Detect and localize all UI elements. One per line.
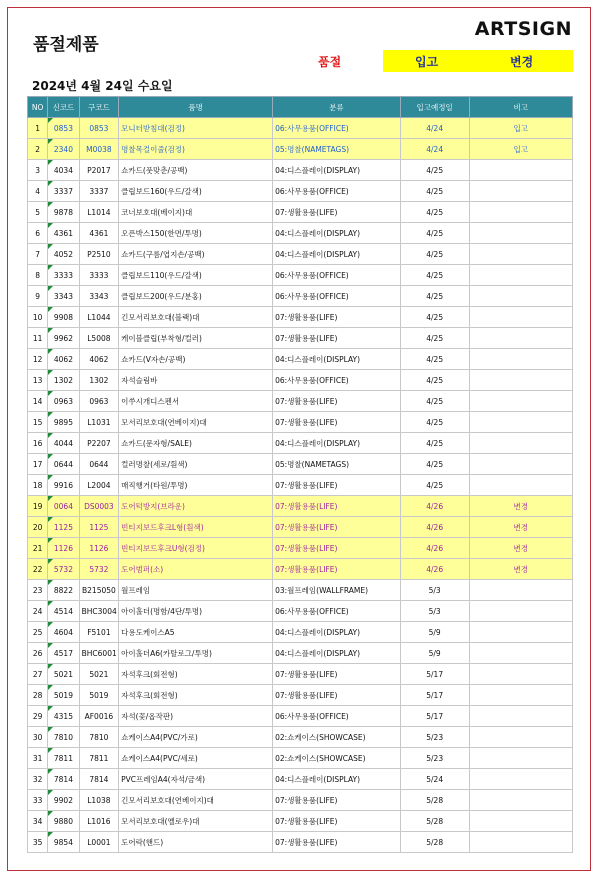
cell-old-code: L2004 <box>79 475 119 496</box>
cell-category: 07:생활용품(LIFE) <box>273 496 401 517</box>
cell-note <box>469 328 572 349</box>
cell-product-name: 케이블클립(부착형/컬러) <box>119 328 273 349</box>
cell-expected-date: 5/17 <box>400 664 469 685</box>
table-row <box>28 433 573 454</box>
cell-new-code: 1125 <box>48 517 79 538</box>
col-header-old-code: 구코드 <box>79 97 119 118</box>
cell-old-code: BHC6001 <box>79 643 119 664</box>
table-row <box>28 538 573 559</box>
cell-product-name: 긴모서리보호대(블랙)대 <box>119 307 273 328</box>
cell-category: 07:생활용품(LIFE) <box>273 412 401 433</box>
cell-product-name: 오픈박스150(한면/투명) <box>119 223 273 244</box>
table-row <box>28 706 573 727</box>
cell-category: 07:생활용품(LIFE) <box>273 790 401 811</box>
cell-no: 22 <box>28 559 48 580</box>
cell-new-code: 9880 <box>48 811 79 832</box>
cell-new-code: 2340 <box>48 139 79 160</box>
cell-new-code: 5021 <box>48 664 79 685</box>
cell-old-code: L1038 <box>79 790 119 811</box>
cell-no: 24 <box>28 601 48 622</box>
cell-product-name: 빈티지보드후크L형(흰색) <box>119 517 273 538</box>
cell-category: 06:사무용품(OFFICE) <box>273 286 401 307</box>
cell-category: 07:생활용품(LIFE) <box>273 328 401 349</box>
cell-note: 변경 <box>469 538 572 559</box>
legend-soldout: 품절 <box>318 55 342 69</box>
cell-note <box>469 727 572 748</box>
cell-category: 07:생활용품(LIFE) <box>273 664 401 685</box>
cell-no: 23 <box>28 580 48 601</box>
cell-product-name: 클립보드160(우드/갈색) <box>119 181 273 202</box>
cell-new-code: 9854 <box>48 832 79 853</box>
cell-expected-date: 4/25 <box>400 454 469 475</box>
cell-note <box>469 286 572 307</box>
cell-category: 04:디스플레이(DISPLAY) <box>273 160 401 181</box>
cell-product-name: 도어턱방지(브라운) <box>119 496 273 517</box>
cell-expected-date: 4/25 <box>400 370 469 391</box>
cell-category: 06:사무용품(OFFICE) <box>273 370 401 391</box>
cell-note <box>469 433 572 454</box>
table-row <box>28 496 573 517</box>
cell-no: 6 <box>28 223 48 244</box>
cell-old-code: AF0016 <box>79 706 119 727</box>
cell-old-code: 1126 <box>79 538 119 559</box>
cell-expected-date: 4/25 <box>400 265 469 286</box>
cell-expected-date: 5/28 <box>400 790 469 811</box>
cell-old-code: DS0003 <box>79 496 119 517</box>
cell-no: 1 <box>28 118 48 139</box>
cell-product-name: 자석후크(회전형) <box>119 664 273 685</box>
table-row <box>28 370 573 391</box>
cell-new-code: 4604 <box>48 622 79 643</box>
cell-no: 15 <box>28 412 48 433</box>
cell-note <box>469 202 572 223</box>
cell-category: 07:생활용품(LIFE) <box>273 517 401 538</box>
cell-new-code: 0963 <box>48 391 79 412</box>
cell-category: 07:생활용품(LIFE) <box>273 832 401 853</box>
cell-note <box>469 622 572 643</box>
cell-new-code: 5019 <box>48 685 79 706</box>
cell-expected-date: 4/25 <box>400 433 469 454</box>
cell-note <box>469 223 572 244</box>
table-row <box>28 118 573 139</box>
cell-product-name: 모니터받침대(검정) <box>119 118 273 139</box>
table-row <box>28 580 573 601</box>
cell-category: 07:생활용품(LIFE) <box>273 811 401 832</box>
cell-new-code: 5732 <box>48 559 79 580</box>
table-row <box>28 181 573 202</box>
cell-old-code: 1302 <box>79 370 119 391</box>
cell-expected-date: 4/25 <box>400 349 469 370</box>
cell-category: 07:생활용품(LIFE) <box>273 685 401 706</box>
cell-expected-date: 4/26 <box>400 538 469 559</box>
col-header-note: 비고 <box>469 97 572 118</box>
cell-expected-date: 5/24 <box>400 769 469 790</box>
cell-old-code: P2510 <box>79 244 119 265</box>
cell-no: 20 <box>28 517 48 538</box>
col-header-category: 분류 <box>273 97 401 118</box>
table-row <box>28 454 573 475</box>
cell-no: 3 <box>28 160 48 181</box>
col-header-expected-date: 입고예정일 <box>400 97 469 118</box>
cell-old-code: 4062 <box>79 349 119 370</box>
cell-new-code: 4315 <box>48 706 79 727</box>
cell-no: 4 <box>28 181 48 202</box>
cell-no: 33 <box>28 790 48 811</box>
table-row <box>28 160 573 181</box>
cell-note <box>469 580 572 601</box>
cell-category: 04:디스플레이(DISPLAY) <box>273 622 401 643</box>
cell-old-code: 5021 <box>79 664 119 685</box>
report-date: 2024년 4월 24일 수요일 <box>32 79 173 93</box>
cell-new-code: 1126 <box>48 538 79 559</box>
cell-expected-date: 4/25 <box>400 475 469 496</box>
cell-expected-date: 4/24 <box>400 139 469 160</box>
cell-category: 05:명찰(NAMETAGS) <box>273 454 401 475</box>
cell-new-code: 4514 <box>48 601 79 622</box>
cell-note <box>469 601 572 622</box>
table-row <box>28 559 573 580</box>
cell-expected-date: 5/3 <box>400 601 469 622</box>
cell-product-name: 도어범퍼(소) <box>119 559 273 580</box>
cell-product-name: 다용도케이스A5 <box>119 622 273 643</box>
cell-category: 07:생활용품(LIFE) <box>273 202 401 223</box>
cell-product-name: 자석슬림바 <box>119 370 273 391</box>
cell-old-code: 7810 <box>79 727 119 748</box>
table-row <box>28 517 573 538</box>
table-row <box>28 223 573 244</box>
cell-product-name: 매직행거(타원/투명) <box>119 475 273 496</box>
col-header-product-name: 품명 <box>119 97 273 118</box>
table-row <box>28 412 573 433</box>
cell-note <box>469 265 572 286</box>
cell-no: 30 <box>28 727 48 748</box>
cell-new-code: 9895 <box>48 412 79 433</box>
cell-product-name: 자석(꽃/옵작판) <box>119 706 273 727</box>
cell-old-code: L1016 <box>79 811 119 832</box>
cell-old-code: 3343 <box>79 286 119 307</box>
cell-note <box>469 475 572 496</box>
cell-no: 27 <box>28 664 48 685</box>
cell-old-code: P2207 <box>79 433 119 454</box>
cell-expected-date: 5/28 <box>400 811 469 832</box>
cell-expected-date: 4/26 <box>400 517 469 538</box>
cell-expected-date: 4/26 <box>400 496 469 517</box>
cell-old-code: P2017 <box>79 160 119 181</box>
cell-no: 32 <box>28 769 48 790</box>
cell-note <box>469 349 572 370</box>
cell-old-code: F5101 <box>79 622 119 643</box>
cell-product-name: 컬러명찰(세로/흰색) <box>119 454 273 475</box>
cell-note <box>469 706 572 727</box>
table-row <box>28 475 573 496</box>
cell-old-code: 4361 <box>79 223 119 244</box>
cell-new-code: 7810 <box>48 727 79 748</box>
cell-product-name: 쇼카드(문자형/SALE) <box>119 433 273 454</box>
cell-expected-date: 5/9 <box>400 643 469 664</box>
cell-category: 07:생활용품(LIFE) <box>273 307 401 328</box>
cell-note: 입고 <box>469 118 572 139</box>
cell-note <box>469 412 572 433</box>
cell-new-code: 4034 <box>48 160 79 181</box>
table-row <box>28 727 573 748</box>
cell-no: 9 <box>28 286 48 307</box>
cell-category: 04:디스플레이(DISPLAY) <box>273 769 401 790</box>
cell-new-code: 4361 <box>48 223 79 244</box>
cell-product-name: 아이홀더A6(카탈로그/투명) <box>119 643 273 664</box>
cell-no: 31 <box>28 748 48 769</box>
cell-new-code: 3337 <box>48 181 79 202</box>
cell-old-code: L0001 <box>79 832 119 853</box>
table-row <box>28 286 573 307</box>
table-row <box>28 601 573 622</box>
cell-product-name: PVC프레임A4(자석/금색) <box>119 769 273 790</box>
cell-no: 25 <box>28 622 48 643</box>
cell-category: 06:사무용품(OFFICE) <box>273 706 401 727</box>
cell-category: 02:쇼케이스(SHOWCASE) <box>273 727 401 748</box>
cell-expected-date: 4/25 <box>400 181 469 202</box>
cell-expected-date: 4/25 <box>400 328 469 349</box>
cell-note <box>469 832 572 853</box>
cell-expected-date: 5/23 <box>400 727 469 748</box>
cell-category: 07:생활용품(LIFE) <box>273 391 401 412</box>
table-row <box>28 790 573 811</box>
cell-expected-date: 5/9 <box>400 622 469 643</box>
table-row <box>28 202 573 223</box>
cell-category: 04:디스플레이(DISPLAY) <box>273 349 401 370</box>
cell-old-code: 0963 <box>79 391 119 412</box>
cell-expected-date: 5/23 <box>400 748 469 769</box>
cell-new-code: 7811 <box>48 748 79 769</box>
cell-note <box>469 748 572 769</box>
table-body <box>28 118 573 853</box>
cell-expected-date: 4/25 <box>400 160 469 181</box>
table-header-row <box>28 97 573 118</box>
cell-note: 입고 <box>469 139 572 160</box>
cell-expected-date: 4/26 <box>400 559 469 580</box>
table-row <box>28 244 573 265</box>
cell-new-code: 9902 <box>48 790 79 811</box>
cell-expected-date: 4/25 <box>400 202 469 223</box>
soldout-table <box>27 96 573 853</box>
cell-note <box>469 811 572 832</box>
cell-expected-date: 4/25 <box>400 412 469 433</box>
cell-product-name: 모서리보호대(옐로우)대 <box>119 811 273 832</box>
table-row <box>28 748 573 769</box>
cell-no: 21 <box>28 538 48 559</box>
table-row <box>28 643 573 664</box>
cell-category: 04:디스플레이(DISPLAY) <box>273 643 401 664</box>
cell-new-code: 0064 <box>48 496 79 517</box>
cell-new-code: 9962 <box>48 328 79 349</box>
cell-old-code: 7811 <box>79 748 119 769</box>
cell-no: 7 <box>28 244 48 265</box>
cell-expected-date: 4/25 <box>400 286 469 307</box>
cell-category: 04:디스플레이(DISPLAY) <box>273 244 401 265</box>
table-row <box>28 685 573 706</box>
cell-category: 03:월프레임(WALLFRAME) <box>273 580 401 601</box>
cell-expected-date: 4/25 <box>400 244 469 265</box>
cell-old-code: 1125 <box>79 517 119 538</box>
cell-product-name: 이쑤시개디스펜서 <box>119 391 273 412</box>
table-row <box>28 811 573 832</box>
cell-old-code: BHC3004 <box>79 601 119 622</box>
cell-product-name: 아이홀더(명함/4단/투명) <box>119 601 273 622</box>
legend-changed: 변경 <box>510 55 534 69</box>
cell-old-code: L1031 <box>79 412 119 433</box>
cell-note <box>469 664 572 685</box>
cell-new-code: 8822 <box>48 580 79 601</box>
cell-new-code: 3333 <box>48 265 79 286</box>
cell-no: 19 <box>28 496 48 517</box>
cell-product-name: 클립보드110(우드/갈색) <box>119 265 273 286</box>
table-row <box>28 391 573 412</box>
cell-product-name: 쇼케이스A4(PVC/가로) <box>119 727 273 748</box>
cell-no: 26 <box>28 643 48 664</box>
cell-no: 29 <box>28 706 48 727</box>
cell-product-name: 쇼카드(V자손/공백) <box>119 349 273 370</box>
cell-old-code: M0038 <box>79 139 119 160</box>
cell-new-code: 9908 <box>48 307 79 328</box>
cell-new-code: 7814 <box>48 769 79 790</box>
cell-category: 07:생활용품(LIFE) <box>273 475 401 496</box>
cell-note: 변경 <box>469 517 572 538</box>
page-title: 품절제품 <box>33 35 99 55</box>
cell-note <box>469 181 572 202</box>
cell-no: 5 <box>28 202 48 223</box>
cell-product-name: 긴모서리보호대(연베이지)대 <box>119 790 273 811</box>
cell-note <box>469 370 572 391</box>
table-row <box>28 769 573 790</box>
cell-old-code: 0853 <box>79 118 119 139</box>
cell-category: 06:사무용품(OFFICE) <box>273 265 401 286</box>
cell-new-code: 4062 <box>48 349 79 370</box>
cell-product-name: 쇼카드(풋맞춘/공백) <box>119 160 273 181</box>
table-row <box>28 832 573 853</box>
cell-category: 05:명찰(NAMETAGS) <box>273 139 401 160</box>
table-row <box>28 328 573 349</box>
cell-product-name: 자석후크(회전형) <box>119 685 273 706</box>
cell-product-name: 도어락(핸드) <box>119 832 273 853</box>
legend-incoming: 입고 <box>415 55 439 69</box>
cell-expected-date: 5/28 <box>400 832 469 853</box>
cell-no: 11 <box>28 328 48 349</box>
cell-expected-date: 5/17 <box>400 706 469 727</box>
table-row <box>28 265 573 286</box>
cell-note <box>469 769 572 790</box>
cell-old-code: 3333 <box>79 265 119 286</box>
cell-category: 06:사무용품(OFFICE) <box>273 118 401 139</box>
cell-no: 14 <box>28 391 48 412</box>
cell-product-name: 코너보호대(베이지)대 <box>119 202 273 223</box>
cell-no: 16 <box>28 433 48 454</box>
cell-expected-date: 4/25 <box>400 223 469 244</box>
cell-category: 04:디스플레이(DISPLAY) <box>273 433 401 454</box>
cell-expected-date: 4/25 <box>400 307 469 328</box>
cell-old-code: 0644 <box>79 454 119 475</box>
cell-no: 10 <box>28 307 48 328</box>
table-row <box>28 622 573 643</box>
brand-logo: ARTSIGN <box>474 18 572 40</box>
legend-box <box>383 50 573 72</box>
cell-old-code: L1014 <box>79 202 119 223</box>
cell-new-code: 4044 <box>48 433 79 454</box>
table-row <box>28 139 573 160</box>
cell-expected-date: 4/24 <box>400 118 469 139</box>
table-row <box>28 664 573 685</box>
cell-product-name: 월프레임 <box>119 580 273 601</box>
cell-no: 2 <box>28 139 48 160</box>
cell-product-name: 명찰목걸이줄(검정) <box>119 139 273 160</box>
cell-no: 34 <box>28 811 48 832</box>
cell-old-code: 7814 <box>79 769 119 790</box>
cell-product-name: 쇼케이스A4(PVC/세로) <box>119 748 273 769</box>
cell-note <box>469 160 572 181</box>
cell-new-code: 3343 <box>48 286 79 307</box>
cell-no: 28 <box>28 685 48 706</box>
cell-old-code: 3337 <box>79 181 119 202</box>
cell-new-code: 9916 <box>48 475 79 496</box>
cell-category: 04:디스플레이(DISPLAY) <box>273 223 401 244</box>
cell-new-code: 0644 <box>48 454 79 475</box>
cell-category: 07:생활용품(LIFE) <box>273 559 401 580</box>
cell-note <box>469 685 572 706</box>
cell-note <box>469 643 572 664</box>
cell-note <box>469 454 572 475</box>
cell-note: 변경 <box>469 496 572 517</box>
cell-product-name: 쇼카드(구름/엽지손/공백) <box>119 244 273 265</box>
cell-no: 12 <box>28 349 48 370</box>
cell-expected-date: 5/17 <box>400 685 469 706</box>
cell-category: 02:쇼케이스(SHOWCASE) <box>273 748 401 769</box>
cell-product-name: 모서리보호대(연베이지)대 <box>119 412 273 433</box>
cell-no: 35 <box>28 832 48 853</box>
cell-expected-date: 5/3 <box>400 580 469 601</box>
cell-no: 13 <box>28 370 48 391</box>
cell-new-code: 1302 <box>48 370 79 391</box>
col-header-no: NO <box>28 97 48 118</box>
cell-category: 06:사무용품(OFFICE) <box>273 601 401 622</box>
cell-no: 17 <box>28 454 48 475</box>
cell-old-code: 5732 <box>79 559 119 580</box>
cell-old-code: B215050 <box>79 580 119 601</box>
cell-note <box>469 790 572 811</box>
cell-category: 07:생활용품(LIFE) <box>273 538 401 559</box>
cell-expected-date: 4/25 <box>400 391 469 412</box>
cell-note <box>469 244 572 265</box>
col-header-new-code: 신코드 <box>48 97 79 118</box>
cell-new-code: 4517 <box>48 643 79 664</box>
cell-new-code: 4052 <box>48 244 79 265</box>
cell-old-code: 5019 <box>79 685 119 706</box>
cell-new-code: 0853 <box>48 118 79 139</box>
cell-note <box>469 307 572 328</box>
cell-no: 8 <box>28 265 48 286</box>
cell-old-code: L5008 <box>79 328 119 349</box>
cell-no: 18 <box>28 475 48 496</box>
cell-product-name: 빈티지보드후크U형(검정) <box>119 538 273 559</box>
table-row <box>28 307 573 328</box>
cell-new-code: 9878 <box>48 202 79 223</box>
cell-note: 변경 <box>469 559 572 580</box>
cell-product-name: 클립보드200(우드/분홍) <box>119 286 273 307</box>
table-row <box>28 349 573 370</box>
cell-category: 06:사무용품(OFFICE) <box>273 181 401 202</box>
cell-old-code: L1044 <box>79 307 119 328</box>
cell-note <box>469 391 572 412</box>
